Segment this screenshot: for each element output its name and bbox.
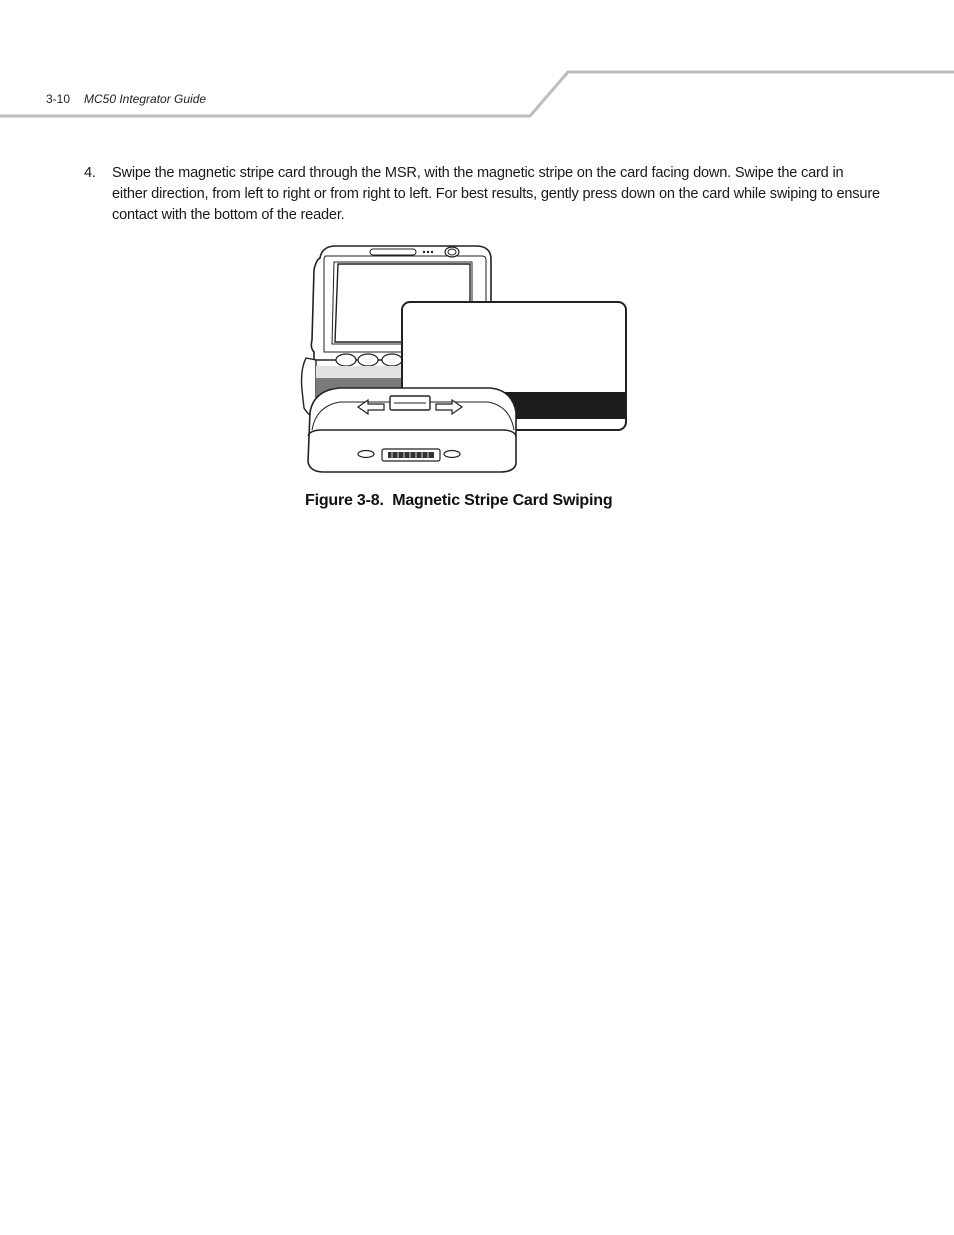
step-text: Swipe the magnetic stripe card through the MSR, with the magnetic stripe on the card facing down. Swipe the card in either direction, from left to right or from right to left. For best results, gently press down on the card while swiping to ensure contact with the bottom of the reader. [112,165,880,223]
msr-card-swipe-illustration [300,240,630,475]
page-number: 3-10 [46,92,71,106]
figure-caption: Figure 3-8. Magnetic Stripe Card Swiping [305,492,613,509]
header-rule [0,0,954,130]
guide-title: MC50 Integrator Guide [84,92,207,106]
step-number: 4. [84,165,96,181]
